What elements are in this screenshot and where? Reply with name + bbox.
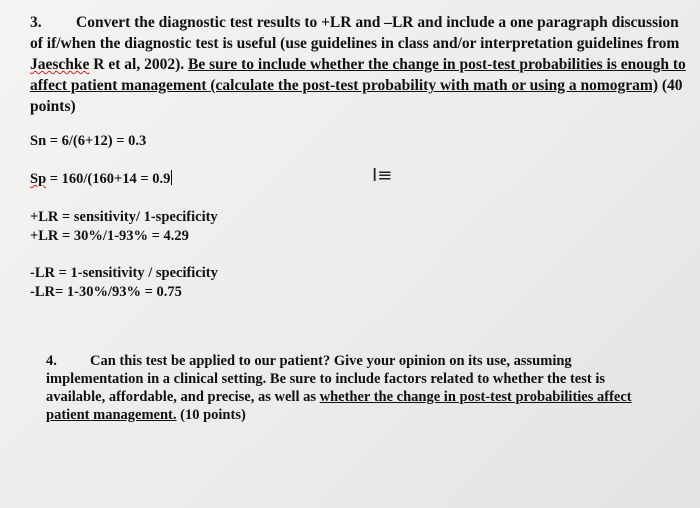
- author-name: Jaeschke: [30, 56, 90, 73]
- text-caret: [171, 170, 172, 185]
- points-label: (10 points): [176, 407, 246, 423]
- sp-calc: = 160/(160+14 = 0.9: [46, 171, 171, 187]
- question-3: [30, 12, 688, 117]
- question-text: Can this test be applied to our patient? Give your opinion on its use, assuming implementation in a clinical setting. Be sure to include factors related to whether the test is available, affordable, and precise, as well as: [46, 353, 605, 405]
- question-text: Convert the diagnostic test results to +LR and –LR and include a one paragraph discussion of if/when the diagnostic test is useful (use guidelines in class and/or interpretation guidelines from: [30, 14, 680, 52]
- text-cursor-icon: I≡: [372, 165, 393, 186]
- positive-lr-formula: +LR = sensitivity/ 1-specificity: [30, 209, 218, 225]
- negative-lr-calc: -LR= 1-30%/93% = 0.75: [30, 284, 182, 300]
- question-number: 4.: [46, 353, 57, 369]
- citation-text: R et al, 2002).: [89, 56, 188, 73]
- underlined-instructions: whether the change in post-test probabilities affect patient management.: [46, 389, 632, 423]
- question-4: [46, 352, 666, 424]
- question-number: 3.: [30, 14, 42, 31]
- points-label: (40 points): [30, 77, 683, 115]
- sensitivity-line: Sn = 6/(6+12) = 0.3: [30, 133, 147, 149]
- sp-label: Sp: [30, 171, 47, 187]
- specificity-line[interactable]: [30, 170, 172, 189]
- negative-lr-formula: -LR = 1-sensitivity / specificity: [30, 265, 218, 281]
- positive-lr-calc: +LR = 30%/1-93% = 4.29: [30, 228, 189, 244]
- underlined-instructions: Be sure to include whether the change in post-test probabilities is enough to affect patient management (calculate the post-test probability with math or using a nomogram): [30, 56, 686, 94]
